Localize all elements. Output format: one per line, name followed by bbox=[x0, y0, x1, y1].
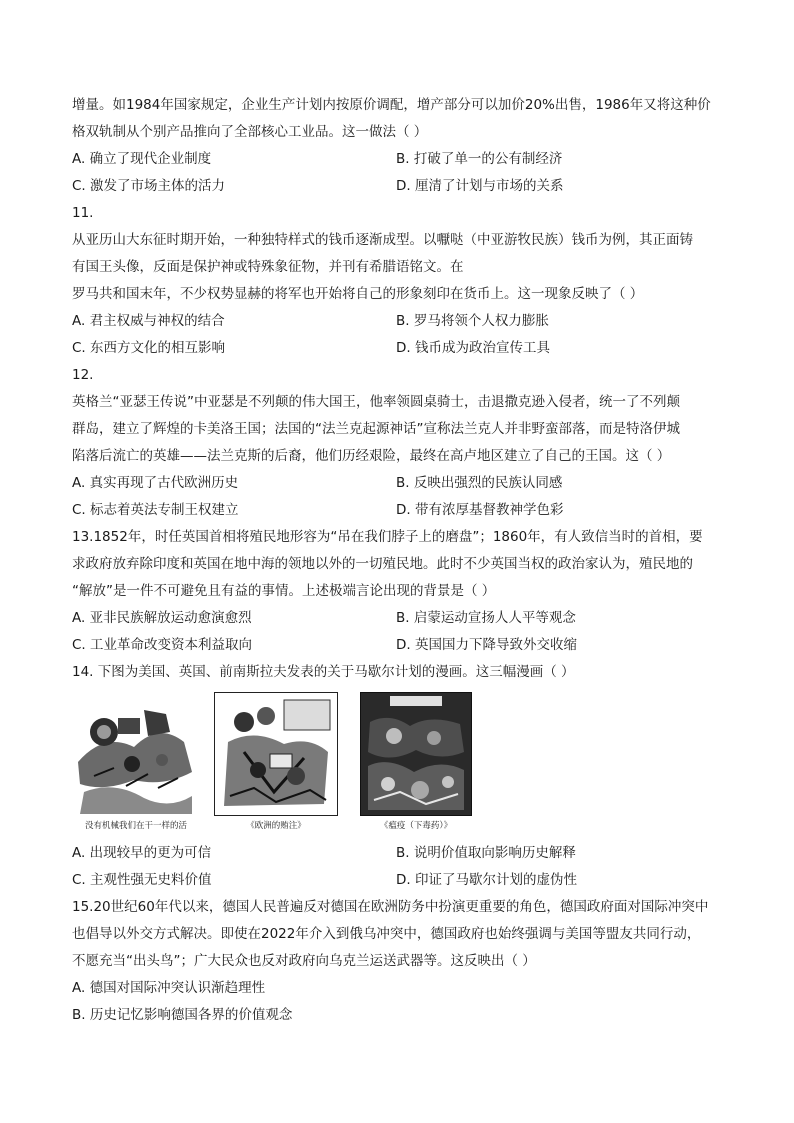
option-row bbox=[72, 632, 722, 659]
option-row bbox=[72, 146, 722, 173]
cartoon-strip bbox=[74, 692, 722, 840]
option-d: D. 印证了马歇尔计划的虚伪性 bbox=[396, 872, 577, 888]
option-row bbox=[72, 497, 722, 524]
option-b: B. 历史记忆影响德国各界的价值观念 bbox=[72, 1007, 293, 1023]
cartoon-uk bbox=[214, 692, 338, 840]
question-text: 英格兰“亚瑟王传说”中亚瑟是不列颠的伟大国王，他率领圆桌骑士，击退撒克逊入侵者，统一了不列颠 bbox=[72, 394, 680, 410]
option-d: D. 英国国力下降导致外交收缩 bbox=[396, 637, 577, 653]
option-a: A. 出现较早的更为可信 bbox=[72, 845, 212, 861]
option-a: A. 亚非民族解放运动愈演愈烈 bbox=[72, 610, 252, 626]
question-text: 格双轨制从个别产品推向了全部核心工业品。这一做法（ ） bbox=[72, 124, 428, 140]
option-b: B. 启蒙运动宣扬人人平等观念 bbox=[396, 610, 576, 626]
cartoon-yugoslavia-image bbox=[360, 692, 472, 816]
question-text: 求政府放弃除印度和英国在地中海的领地以外的一切殖民地。此时不少英国当权的政治家认为，殖民地的 bbox=[72, 556, 693, 572]
question-text: 群岛，建立了辉煌的卡美洛王国；法国的“法兰克起源神话”宣称法兰克人并非野蛮部落，而是特洛伊城 bbox=[72, 421, 680, 437]
question-text: 14. 下图为美国、英国、前南斯拉夫发表的关于马歇尔计划的漫画。这三幅漫画（ ） bbox=[72, 664, 575, 680]
question-text: 15.20世纪60年代以来，德国人民普遍反对德国在欧洲防务中扮演更重要的角色，德国政府面对国际冲突中 bbox=[72, 899, 709, 915]
option-row bbox=[72, 840, 722, 867]
option-a: A. 真实再现了古代欧洲历史 bbox=[72, 475, 239, 491]
question-text: 有国王头像，反面是保护神或特殊象征物，并刊有希腊语铭文。在 bbox=[72, 259, 464, 275]
option-b: B. 打破了单一的公有制经济 bbox=[396, 151, 563, 167]
question-13 bbox=[72, 524, 722, 659]
question-text: 增量。如1984年国家规定，企业生产计划内按原价调配，增产部分可以加价20%出售，1986年又将这种价 bbox=[72, 97, 711, 113]
option-row bbox=[72, 308, 722, 335]
option-row bbox=[72, 867, 722, 894]
question-14 bbox=[72, 659, 722, 894]
option-d: D. 带有浓厚基督教神学色彩 bbox=[396, 502, 564, 518]
question-text: 也倡导以外交方式解决。即使在2022年介入到俄乌冲突中，德国政府也始终强调与美国等盟友共同行动， bbox=[72, 926, 701, 942]
option-c: C. 主观性强无史料价值 bbox=[72, 872, 212, 888]
option-c: C. 标志着英法专制王权建立 bbox=[72, 502, 239, 518]
option-row bbox=[72, 470, 722, 497]
question-text: 陷落后流亡的英雄——法兰克斯的后裔，他们历经艰险，最终在高卢地区建立了自己的王国。这（ ） bbox=[72, 448, 671, 464]
question-text: 罗马共和国末年，不少权势显赫的将军也开始将自己的形象刻印在货币上。这一现象反映了（ ） bbox=[72, 286, 644, 302]
question-number: 12. bbox=[72, 367, 94, 383]
option-row bbox=[72, 335, 722, 362]
cartoon-yugoslavia bbox=[354, 692, 478, 840]
option-d: D. 厘清了计划与市场的关系 bbox=[396, 178, 564, 194]
option-c: C. 东西方文化的相互影响 bbox=[72, 340, 226, 356]
option-b: B. 反映出强烈的民族认同感 bbox=[396, 475, 563, 491]
question-text: 从亚历山大东征时期开始，一种独特样式的钱币逐渐成型。以嚈哒（中亚游牧民族）钱币为例，其正面铸 bbox=[72, 232, 693, 248]
question-text: “解放”是一件不可避免且有益的事情。上述极端言论出现的背景是（ ） bbox=[72, 583, 496, 599]
question-15 bbox=[72, 894, 722, 1029]
cartoon-usa-image bbox=[74, 692, 198, 816]
option-row bbox=[72, 605, 722, 632]
option-c: C. 工业革命改变资本利益取向 bbox=[72, 637, 253, 653]
option-b: B. 罗马将领个人权力膨胀 bbox=[396, 313, 549, 329]
question-number: 11. bbox=[72, 205, 94, 221]
option-a: A. 确立了现代企业制度 bbox=[72, 151, 212, 167]
option-a: A. 德国对国际冲突认识渐趋理性 bbox=[72, 980, 266, 996]
option-b: B. 说明价值取向影响历史解释 bbox=[396, 845, 576, 861]
cartoon-caption: 没有机械我们在干一样的活 bbox=[84, 821, 187, 831]
cartoon-usa bbox=[74, 692, 198, 840]
question-text: 13.1852年，时任英国首相将殖民地形容为“吊在我们脖子上的磨盘”；1860年，有人致信当时的首相，要 bbox=[72, 529, 703, 545]
option-a: A. 君主权威与神权的结合 bbox=[72, 313, 225, 329]
option-d: D. 钱币成为政治宣传工具 bbox=[396, 340, 550, 356]
cartoon-uk-image bbox=[214, 692, 338, 816]
option-c: C. 激发了市场主体的活力 bbox=[72, 178, 226, 194]
question-10 bbox=[72, 92, 722, 200]
cartoon-caption: 《欧洲的贿注》 bbox=[246, 821, 306, 831]
question-text: 不愿充当“出头鸟”；广大民众也反对政府向乌克兰运送武器等。这反映出（ ） bbox=[72, 953, 536, 969]
question-page bbox=[72, 92, 722, 1029]
cartoon-caption: 《瘟疫（下毒药）》 bbox=[379, 821, 453, 831]
option-row bbox=[72, 173, 722, 200]
question-11 bbox=[72, 200, 722, 362]
question-12 bbox=[72, 362, 722, 524]
